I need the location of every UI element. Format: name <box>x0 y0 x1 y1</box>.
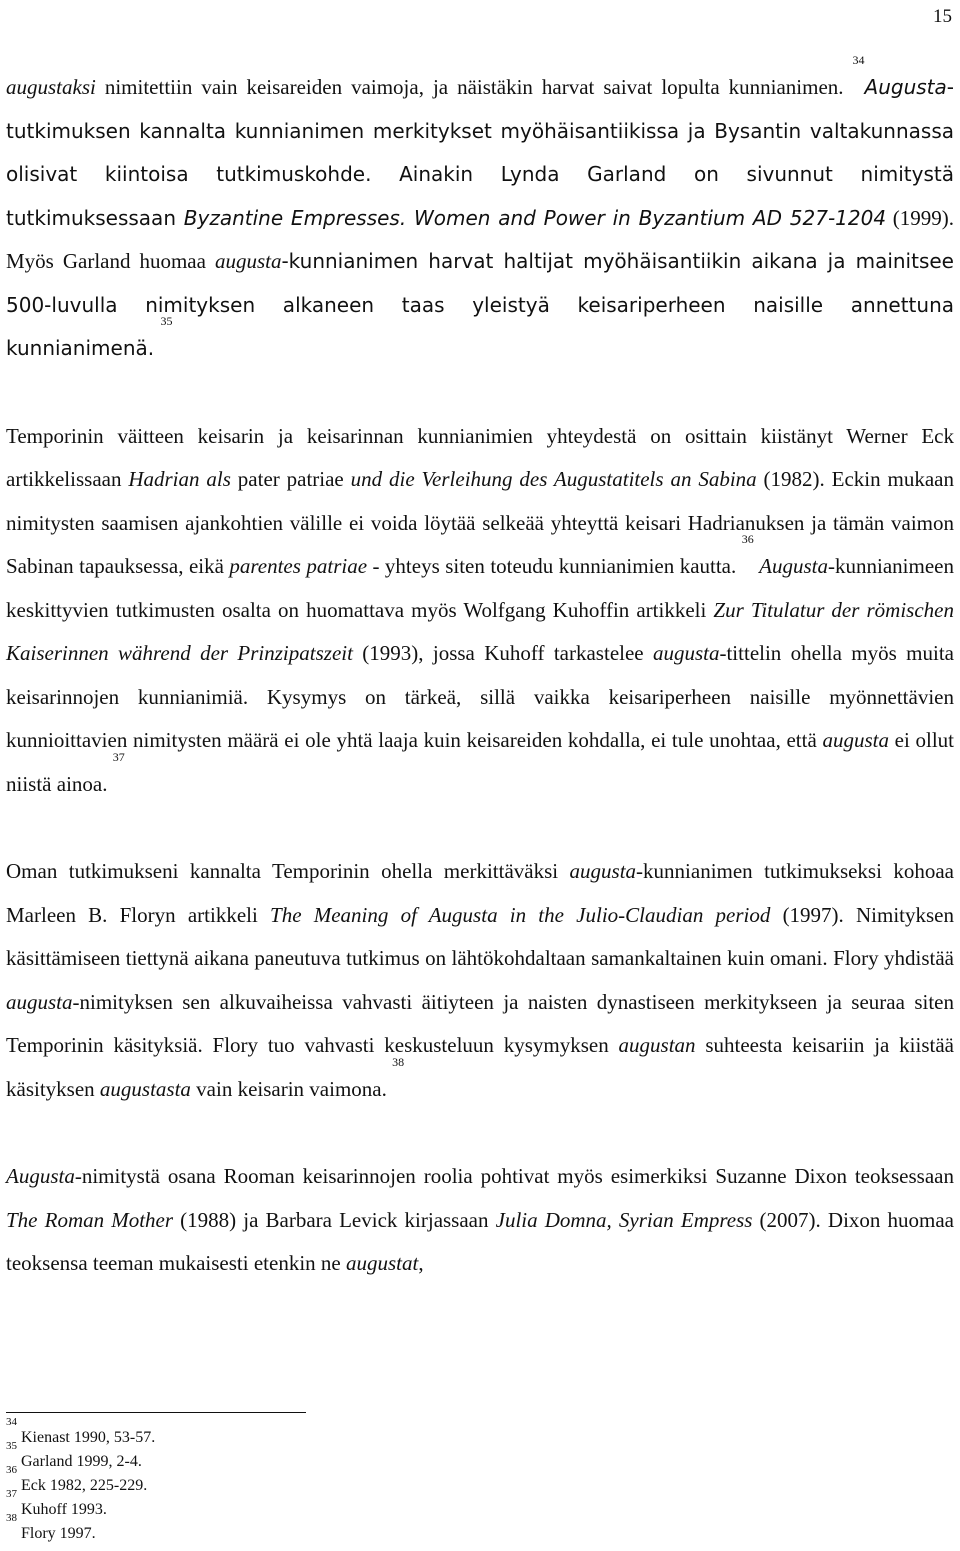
term-augustan: augustan <box>618 1033 696 1057</box>
page-number: 15 <box>933 6 952 27</box>
text-run: (1999). Myös Garland huomaa <box>6 205 954 273</box>
footnote-ref-38: 38 <box>392 1054 405 1069</box>
footnote-text: Garland 1999, 2-4. <box>17 1453 142 1470</box>
footnote-number: 34 <box>6 1416 17 1428</box>
text-run: pater patriae <box>230 467 351 491</box>
term-augusta: augusta <box>214 249 282 273</box>
term-augusta: augusta <box>569 859 637 883</box>
text-run: -tutkimuksen kannalta kunnianimen merkitykset myöhäisantiikissa ja Bysantin valtakunnassa olisivat kiintoisa tutkimuskohde. Ainakin Lynda Garland on sivunnut nimitystä tutkimuksessaan <box>6 75 954 230</box>
article-title: Hadrian als <box>128 467 231 491</box>
text-run: Oman tutkimukseni kannalta Temporinin ohella merkittäväksi <box>6 859 570 883</box>
footnote-number: 37 <box>6 1488 17 1500</box>
footnote-38 <box>6 1512 155 1546</box>
article-title: und die Verleihung des Augustatitels an Sabina <box>350 467 757 491</box>
text-run: , <box>418 1251 424 1275</box>
text-run: -nimitystä osana Rooman keisarinnojen roolia pohtivat myös esimerkiksi Suzanne Dixon teoksessaan <box>74 1164 954 1188</box>
text-run: Temporinin väitteen keisarin ja keisarinnan kunnianimien yhteydestä on osittain kiistänyt Werner Eck artikkelissaan <box>6 423 954 491</box>
book-title: Julia Domna, Syrian Empress <box>495 1207 753 1232</box>
footnote-36 <box>6 1464 155 1498</box>
term-augusta: augusta <box>652 641 720 665</box>
footnote-number: 38 <box>6 1512 17 1524</box>
term-augusta: Augusta <box>864 75 947 99</box>
footnote-number: 36 <box>6 1464 17 1476</box>
term-augustat: augustat <box>345 1251 419 1275</box>
paragraph-3 <box>6 850 954 1111</box>
paragraph-4 <box>6 1155 954 1286</box>
article-title: The Meaning of Augusta in the Julio-Claudian period <box>270 902 771 927</box>
footnote-number: 35 <box>6 1440 17 1452</box>
text-run: -kunnianimeen keskittyvien tutkimusten osalta on huomattava myös Wolfgang Kuhoffin artikkeli <box>6 554 954 622</box>
footnote-35 <box>6 1440 155 1474</box>
body-text <box>6 53 954 1330</box>
text-run: nimitettiin vain keisareiden vaimoja, ja näistäkin harvat saivat lopulta kunnianimen. <box>95 75 853 99</box>
footnotes <box>6 1416 156 1546</box>
term-parentes-patriae: parentes patriae <box>229 554 368 578</box>
book-title: The Roman Mother <box>6 1207 174 1232</box>
paragraph-1 <box>6 53 954 371</box>
paragraph-2 <box>6 415 954 807</box>
footnote-37 <box>6 1488 155 1522</box>
article-title: Zur Titulatur der römischen Kaiserinnen während der Prinzipatszeit <box>6 597 954 665</box>
footnote-ref-37: 37 <box>112 749 125 764</box>
text-run: suhteesta keisariin ja kiistää käsityksen <box>6 1033 954 1101</box>
text-run: (1988) ja Barbara Levick kirjassaan <box>173 1207 496 1232</box>
term-augustaksi: augustaksi <box>6 75 96 99</box>
text-run: vain keisarin vaimona. <box>190 1076 393 1101</box>
footnote-ref-34: 34 <box>852 53 865 67</box>
footnote-text: Flory 1997. <box>17 1525 96 1542</box>
text-run: (1993), jossa Kuhoff tarkastelee <box>352 641 653 665</box>
footnote-text: Kuhoff 1993. <box>17 1501 107 1518</box>
footnote-text: Kienast 1990, 53-57. <box>17 1429 156 1446</box>
footnote-ref-36: 36 <box>741 532 754 546</box>
text-run: - yhteys siten toteudu kunnianimien kautta. <box>367 554 742 578</box>
term-augusta: Augusta <box>6 1164 75 1188</box>
footnote-text: Eck 1982, 225-229. <box>17 1477 148 1494</box>
text-run: -nimityksen sen alkuvaiheissa vahvasti äitiyteen ja naisten dynastiseen merkitykseen ja seuraa siten Temporinin käsityksiä. Flory tuo vahvasti keskusteluun kysymyksen <box>6 989 954 1057</box>
text-run: -kunnianimen harvat haltijat myöhäisantiikin aikana ja mainitsee 500-luvulla nimityksen alkaneen taas yleistyä keisariperheen naisille annettuna kunnianimenä. <box>6 249 954 360</box>
text-run: -tittelin ohella myös muita keisarinnojen kunnianimiä. Kysymys on tärkeä, sillä vaikka keisariperheen naisille myönnettävien kunnioittavien nimitysten määrä ei ole yhtä laaja kuin keisareiden kohdalla, ei tule unohtaa, että <box>6 641 954 752</box>
text-run: -kunnianimen tutkimukseksi kohoaa Marleen B. Floryn artikkeli <box>6 859 954 927</box>
text-run: ei ollut niistä ainoa. <box>6 728 954 796</box>
text-run: (2007). Dixon huomaa teoksensa teeman mukaisesti etenkin ne <box>6 1207 954 1275</box>
text-run: (1997). Nimityksen käsittämiseen tiettynä aikana paneutuva tutkimus on lähtökohdaltaan samankaltainen kuin omani. Flory yhdistää <box>6 902 954 970</box>
footnote-34 <box>6 1416 156 1450</box>
book-title: Byzantine Empresses. Women and Power in Byzantium AD 527-1204 <box>183 205 887 230</box>
term-augusta: augusta <box>822 728 889 752</box>
term-augusta: augusta <box>6 989 73 1014</box>
term-augustasta: augustasta <box>99 1076 191 1101</box>
footnote-separator <box>6 1412 306 1413</box>
text-run: (1982). Eckin mukaan nimitysten saamisen ajankohtien välille ei voida löytää selkeää yhteyttä keisari Hadrianuksen ja tämän vaimon Sabinan tapauksessa, eikä <box>6 467 954 578</box>
footnote-ref-35: 35 <box>160 314 173 328</box>
term-augusta: Augusta <box>759 554 829 578</box>
